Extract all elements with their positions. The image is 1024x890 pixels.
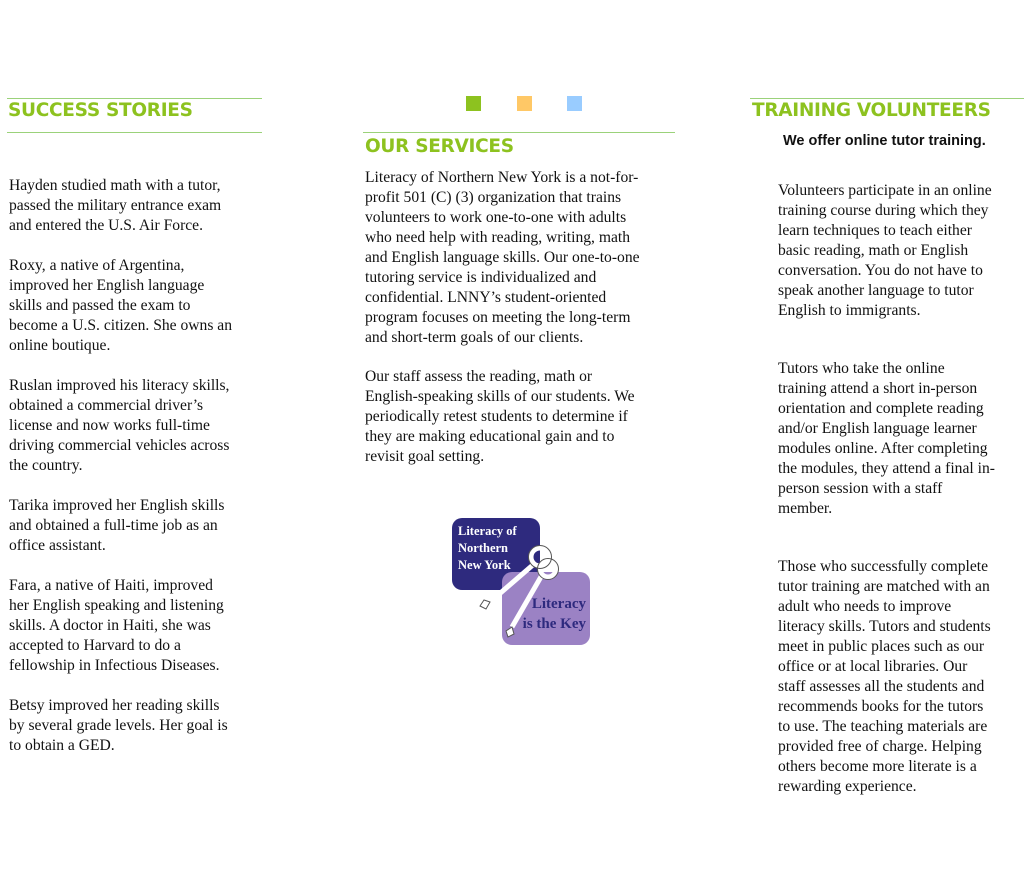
top-rule bbox=[7, 98, 262, 99]
training-volunteers-heading: TRAINING VOLUNTEERS bbox=[752, 100, 991, 121]
green-square bbox=[466, 96, 481, 111]
logo-bottom-box: Literacy is the Key bbox=[502, 572, 590, 645]
lnny-logo bbox=[450, 517, 592, 647]
orange-square bbox=[517, 96, 532, 111]
training-subheading: We offer online tutor training. bbox=[783, 133, 986, 149]
services-paragraph-2: Our staff assess the reading, math or English-speaking skills of our students. We periodically retest students to determine if they are making educational gain and to revisit goal setting. bbox=[365, 368, 635, 465]
our-services-heading: OUR SERVICES bbox=[365, 136, 514, 157]
story-tarika: Tarika improved her English skills and obtained a full-time job as an office assistant. bbox=[9, 497, 225, 554]
training-paragraph-1: Volunteers participate in an online training course during which they learn techniques to teach either basic reading, math or English conversation. You do not have to speak another language to tutor English to immigrants. bbox=[778, 182, 992, 319]
training-paragraph-2: Tutors who take the online training attend a short in-person orientation and complete reading and/or English language learner modules online. After completing the modules, they attend a final in- person session with a staff member. bbox=[778, 360, 995, 517]
logo-top-box: Literacy of Northern New York bbox=[452, 518, 540, 590]
bottom-rule bbox=[7, 132, 262, 133]
services-rule bbox=[363, 132, 675, 133]
story-ruslan: Ruslan improved his literacy skills, obtained a commercial driver’s license and now works full-time driving commercial vehicles across the country. bbox=[9, 377, 230, 474]
success-stories-heading: SUCCESS STORIES bbox=[8, 100, 193, 121]
services-paragraph-1: Literacy of Northern New York is a not-for- profit 501 (C) (3) organization that trains volunteers to work one-to-one with adults who need help with reading, writing, math and English language skills. Our one-to-one tutoring service is individualized and confidential. LNNY’s student-oriented program focuses on meeting the long-term and short-term goals of our clients. bbox=[365, 169, 640, 346]
story-betsy: Betsy improved her reading skills by several grade levels. Her goal is to obtain a GED. bbox=[9, 697, 228, 754]
keys-icon bbox=[450, 517, 592, 647]
story-fara: Fara, a native of Haiti, improved her English speaking and listening skills. A doctor in Haiti, she was accepted to Harvard to do a fellowship in Infectious Diseases. bbox=[9, 577, 224, 674]
training-paragraph-3: Those who successfully complete tutor training are matched with an adult who needs to improve literacy skills. Tutors and students meet in public places such as our office or at local libraries. Our staff assesses all the students and recommends books for the tutors to use. The teaching materials are provided free of charge. Helping others become more literate is a rewarding experience. bbox=[778, 558, 991, 795]
story-roxy: Roxy, a native of Argentina, improved her English language skills and passed the exam to become a U.S. citizen. She owns an online boutique. bbox=[9, 257, 233, 354]
story-hayden: Hayden studied math with a tutor, passed the military entrance exam and entered the U.S. Air Force. bbox=[9, 177, 222, 234]
training-rule bbox=[750, 98, 1024, 99]
blue-square bbox=[567, 96, 582, 111]
